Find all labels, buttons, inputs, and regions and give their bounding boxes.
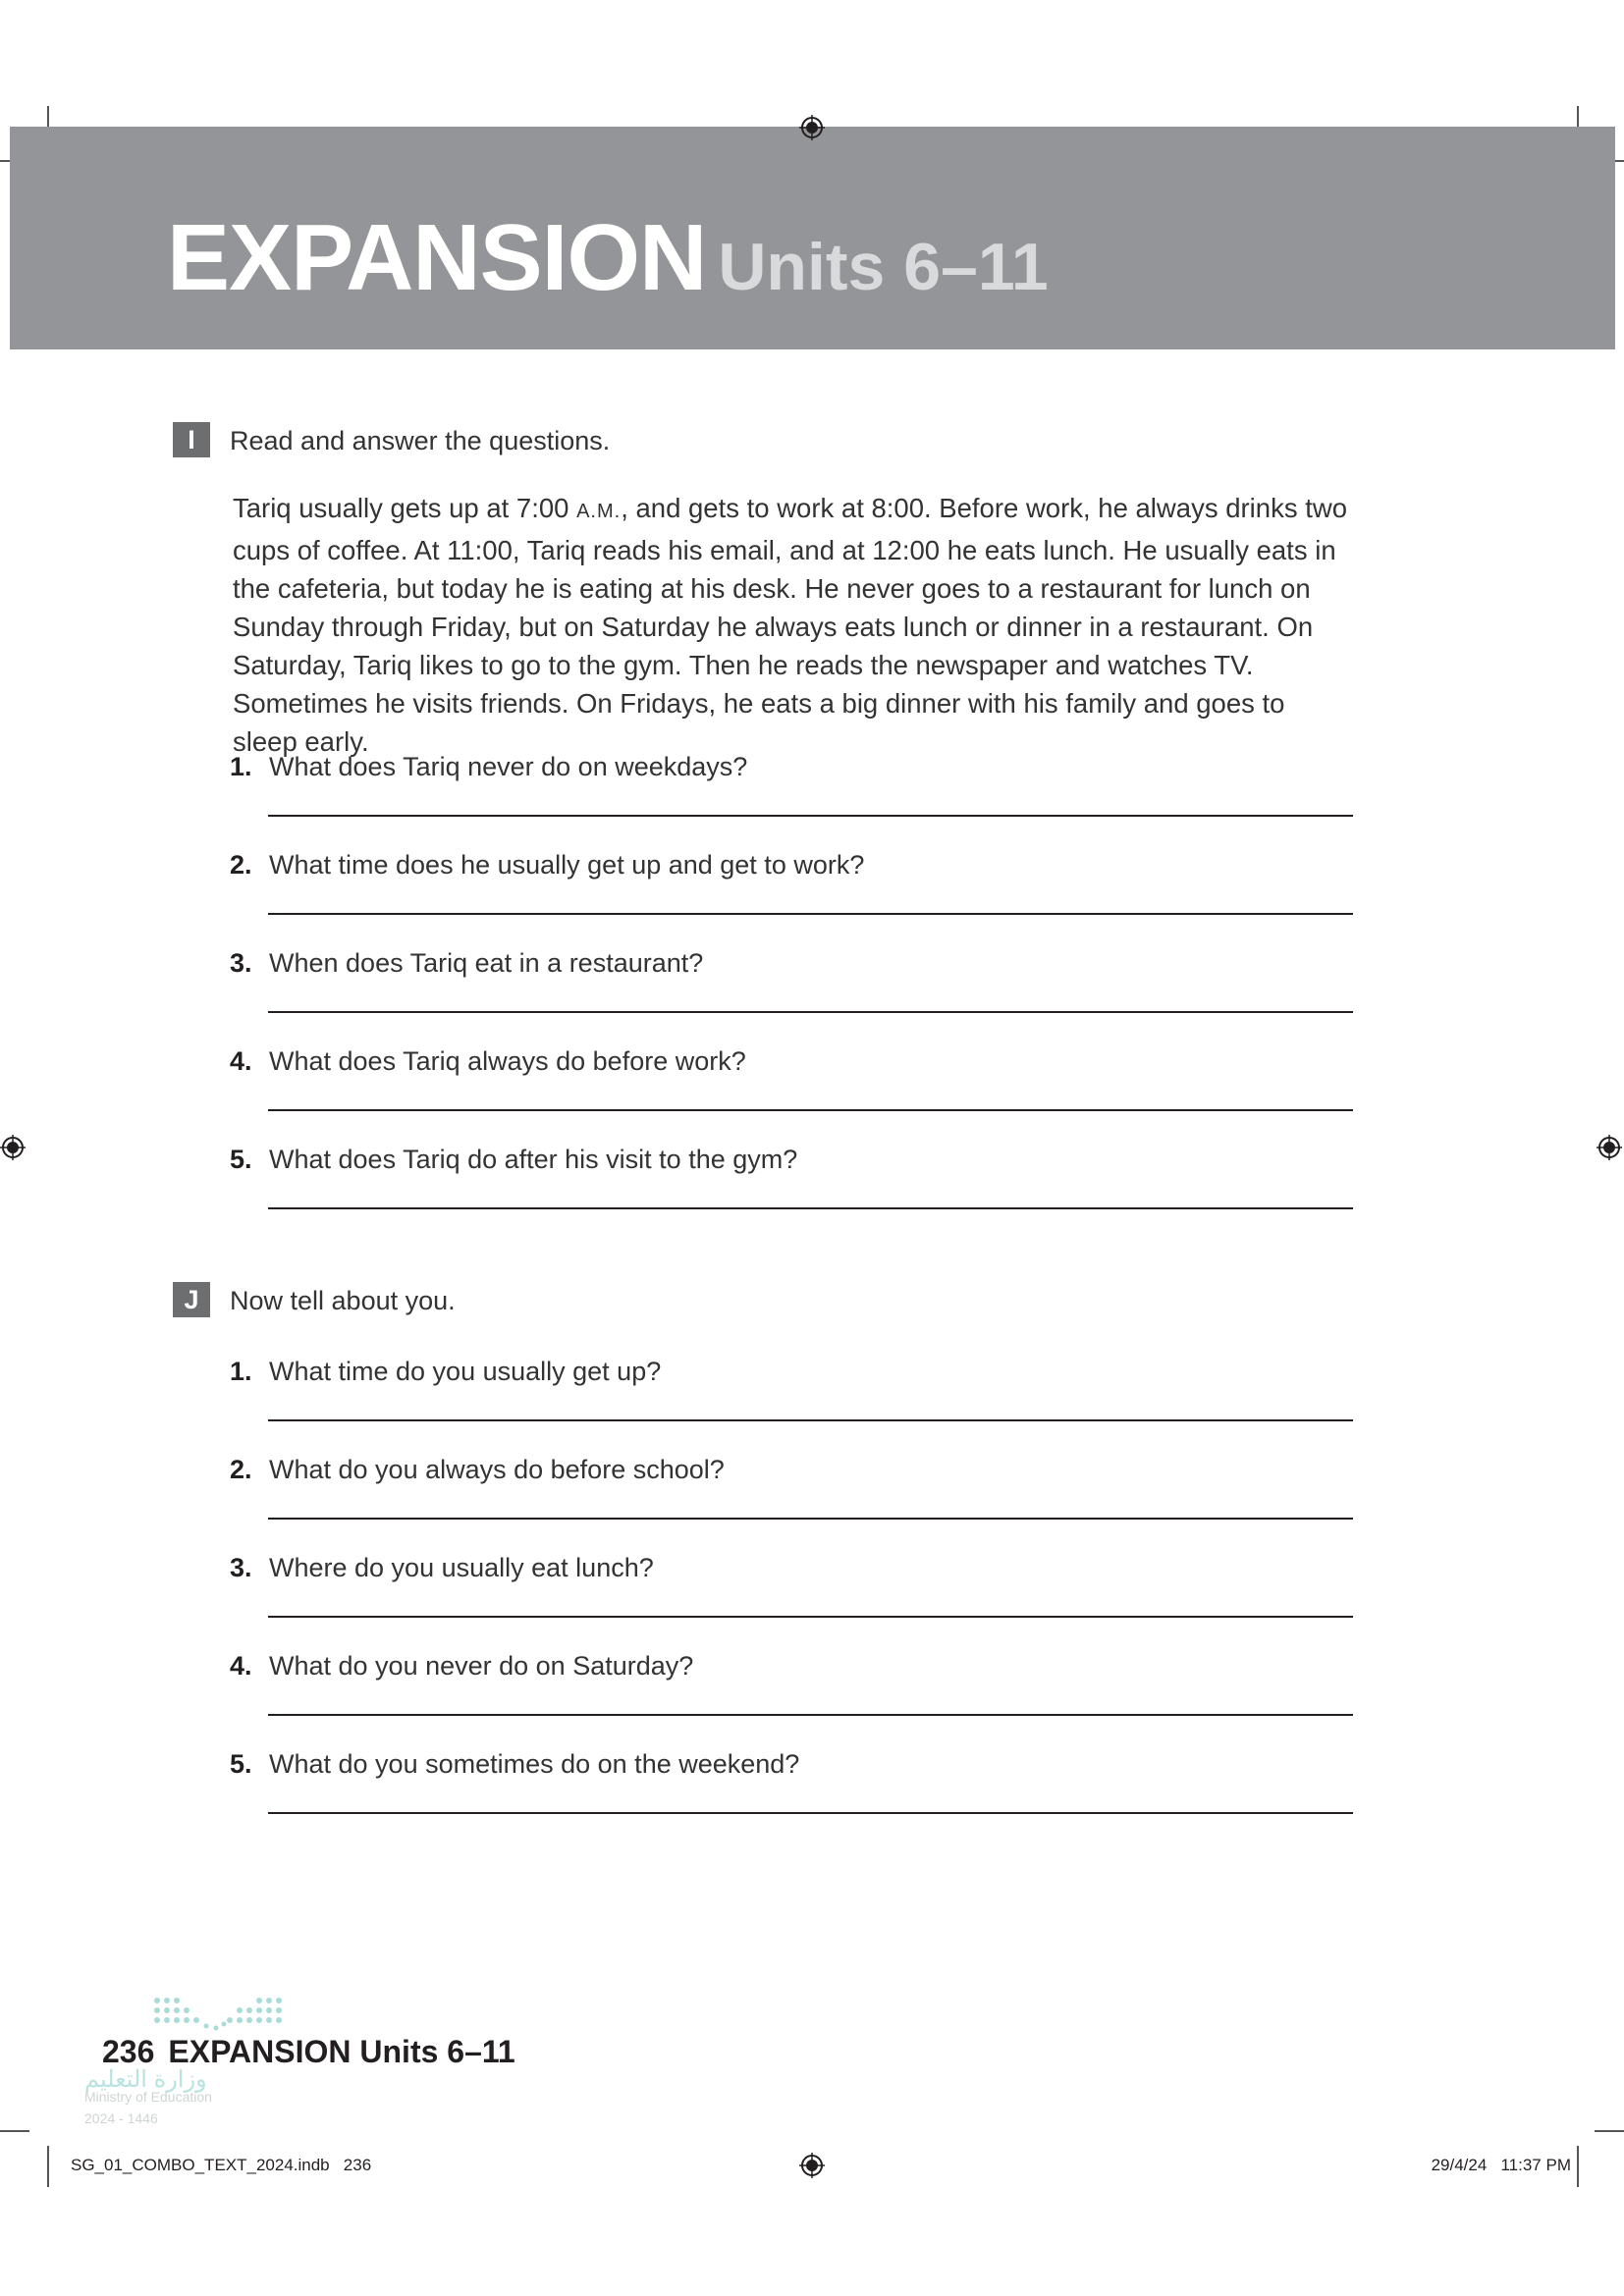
- slug-date: 29/4/24 11:37 PM: [1431, 2156, 1571, 2174]
- crop-mark: [47, 2146, 49, 2187]
- question-item: [230, 948, 1354, 1027]
- answer-line[interactable]: [268, 1011, 1353, 1013]
- question-item: [230, 1357, 1354, 1435]
- section-instruction: Read and answer the questions.: [230, 426, 611, 455]
- question-number: 2.: [230, 850, 252, 880]
- section-badge: I: [173, 422, 210, 457]
- page-number: 236: [102, 2034, 155, 2069]
- question-item: [230, 1749, 1354, 1828]
- question-number: 5.: [230, 1749, 252, 1779]
- question-number: 4.: [230, 1046, 252, 1076]
- question-text: What does Tariq never do on weekdays?: [269, 752, 748, 781]
- section-badge: J: [173, 1282, 210, 1317]
- question-text: What do you never do on Saturday?: [269, 1651, 694, 1681]
- question-text: What does Tariq always do before work?: [269, 1046, 746, 1076]
- answer-line[interactable]: [268, 1419, 1353, 1421]
- question-item: [230, 752, 1354, 830]
- question-number: 3.: [230, 948, 252, 978]
- section-instruction: Now tell about you.: [230, 1286, 456, 1315]
- answer-line[interactable]: [268, 913, 1353, 915]
- question-item: [230, 1553, 1354, 1631]
- registration-mark-icon: [799, 115, 825, 140]
- question-text: Where do you usually eat lunch?: [269, 1553, 654, 1582]
- question-item: [230, 1455, 1354, 1533]
- page-title-units: Units 6–11: [718, 230, 1049, 304]
- answer-line[interactable]: [268, 1616, 1353, 1618]
- question-text: What do you always do before school?: [269, 1455, 725, 1484]
- answer-line[interactable]: [268, 815, 1353, 817]
- ministry-name-arabic: وزارة التعليم: [84, 2066, 207, 2093]
- passage-text: Tariq usually gets up at 7:00: [233, 493, 577, 523]
- crop-mark: [1595, 2130, 1624, 2132]
- page-title: [167, 205, 1049, 310]
- registration-mark-icon: [0, 1135, 26, 1160]
- ministry-name-english: Ministry of Education: [84, 2089, 212, 2105]
- question-number: 5.: [230, 1145, 252, 1174]
- question-text: What does Tariq do after his visit to the gym?: [269, 1145, 798, 1174]
- reading-passage: [233, 489, 1352, 761]
- registration-mark-icon: [799, 2153, 825, 2178]
- answer-line[interactable]: [268, 1812, 1353, 1814]
- question-item: [230, 1145, 1354, 1223]
- page-title-main: EXPANSION: [167, 205, 707, 310]
- question-number: 4.: [230, 1651, 252, 1681]
- registration-mark-icon: [1597, 1135, 1622, 1160]
- passage-text-am: A.M.: [576, 501, 622, 522]
- question-item: [230, 1046, 1354, 1125]
- answer-line[interactable]: [268, 1518, 1353, 1520]
- footer-title: EXPANSION Units 6–11: [168, 2034, 515, 2069]
- question-item: [230, 850, 1354, 929]
- slug-filename: SG_01_COMBO_TEXT_2024.indb 236: [71, 2156, 372, 2174]
- question-number: 3.: [230, 1553, 252, 1582]
- question-item: [230, 1651, 1354, 1730]
- question-number: 1.: [230, 752, 252, 781]
- question-text: What do you sometimes do on the weekend?: [269, 1749, 800, 1779]
- answer-line[interactable]: [268, 1714, 1353, 1716]
- crop-mark: [1577, 2146, 1579, 2187]
- page-footer: [102, 2034, 515, 2070]
- question-number: 1.: [230, 1357, 252, 1386]
- answer-line[interactable]: [268, 1109, 1353, 1111]
- crop-mark: [0, 2130, 29, 2132]
- answer-line[interactable]: [268, 1207, 1353, 1209]
- question-text: What time do you usually get up?: [269, 1357, 662, 1386]
- ministry-year: 2024 - 1446: [84, 2110, 158, 2126]
- question-text: When does Tariq eat in a restaurant?: [269, 948, 704, 978]
- passage-text: , and gets to work at 8:00. Before work, he always drinks two cups of coffee. At 11:00, Tariq reads his email, and at 12:00 he eats lunch. He usually eats in the cafeteria, but today he is eating at his desk. He never goes to a restaurant for lunch on Sunday through Friday, but on Saturday he always eats lunch or dinner in a restaurant. On Saturday, Tariq likes to go to the gym. Then he reads the newspaper and watches TV. Sometimes he visits friends. On Fridays, he eats a big dinner with his family and goes to sleep early.: [233, 493, 1348, 757]
- question-text: What time does he usually get up and get to work?: [269, 850, 865, 880]
- question-number: 2.: [230, 1455, 252, 1484]
